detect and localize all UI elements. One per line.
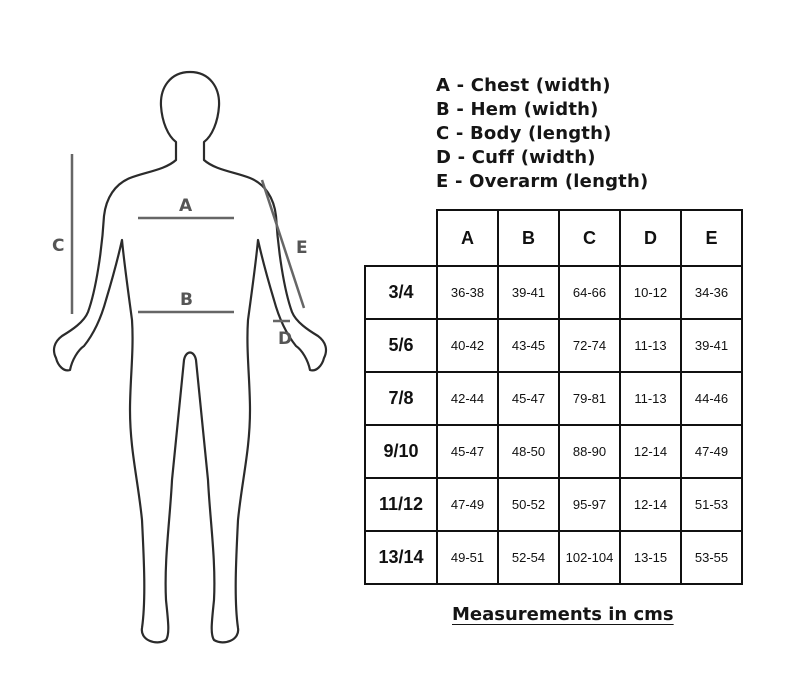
body-outline	[54, 72, 326, 642]
table-row	[365, 266, 742, 319]
size-label: 3/4	[365, 266, 437, 319]
column-header: A	[437, 210, 498, 266]
table-cell: 50-52	[498, 478, 559, 531]
legend-item-overarm: E - Overarm (length)	[436, 171, 649, 192]
size-chart-table	[364, 209, 743, 585]
label-c: C	[52, 236, 65, 256]
legend-item-hem: B - Hem (width)	[436, 99, 599, 120]
table-row	[365, 478, 742, 531]
table-corner	[365, 210, 437, 266]
table-cell: 11-13	[620, 319, 681, 372]
table-cell: 64-66	[559, 266, 620, 319]
table-cell: 34-36	[681, 266, 742, 319]
table-cell: 53-55	[681, 531, 742, 584]
table-cell: 47-49	[437, 478, 498, 531]
size-label: 5/6	[365, 319, 437, 372]
table-cell: 12-14	[620, 425, 681, 478]
table-cell: 72-74	[559, 319, 620, 372]
table-cell: 102-104	[559, 531, 620, 584]
label-a: A	[179, 196, 193, 216]
label-b: B	[180, 290, 193, 310]
table-cell: 39-41	[681, 319, 742, 372]
column-header: C	[559, 210, 620, 266]
size-label: 11/12	[365, 478, 437, 531]
table-cell: 48-50	[498, 425, 559, 478]
table-cell: 79-81	[559, 372, 620, 425]
table-cell: 36-38	[437, 266, 498, 319]
size-label: 7/8	[365, 372, 437, 425]
table-cell: 51-53	[681, 478, 742, 531]
legend-item-cuff: D - Cuff (width)	[436, 147, 596, 168]
table-cell: 52-54	[498, 531, 559, 584]
table-header-row	[365, 210, 742, 266]
legend-item-body: C - Body (length)	[436, 123, 612, 144]
body-outline-figure	[0, 0, 380, 691]
table-cell: 11-13	[620, 372, 681, 425]
table-cell: 49-51	[437, 531, 498, 584]
measurement-legend	[436, 74, 648, 194]
table-cell: 12-14	[620, 478, 681, 531]
table-cell: 42-44	[437, 372, 498, 425]
table-cell: 10-12	[620, 266, 681, 319]
column-header: B	[498, 210, 559, 266]
label-e: E	[296, 238, 308, 258]
table-cell: 95-97	[559, 478, 620, 531]
table-cell: 44-46	[681, 372, 742, 425]
table-cell: 88-90	[559, 425, 620, 478]
table-row	[365, 425, 742, 478]
column-header: D	[620, 210, 681, 266]
table-cell: 43-45	[498, 319, 559, 372]
table-cell: 45-47	[437, 425, 498, 478]
table-cell: 45-47	[498, 372, 559, 425]
table-row	[365, 319, 742, 372]
legend-item-chest: A - Chest (width)	[436, 75, 611, 96]
label-d: D	[278, 329, 293, 349]
table-cell: 40-42	[437, 319, 498, 372]
column-header: E	[681, 210, 742, 266]
units-note: Measurements in cms	[452, 604, 674, 625]
size-label: 13/14	[365, 531, 437, 584]
table-row	[365, 372, 742, 425]
table-cell: 39-41	[498, 266, 559, 319]
table-row	[365, 531, 742, 584]
table-cell: 13-15	[620, 531, 681, 584]
size-label: 9/10	[365, 425, 437, 478]
table-cell: 47-49	[681, 425, 742, 478]
